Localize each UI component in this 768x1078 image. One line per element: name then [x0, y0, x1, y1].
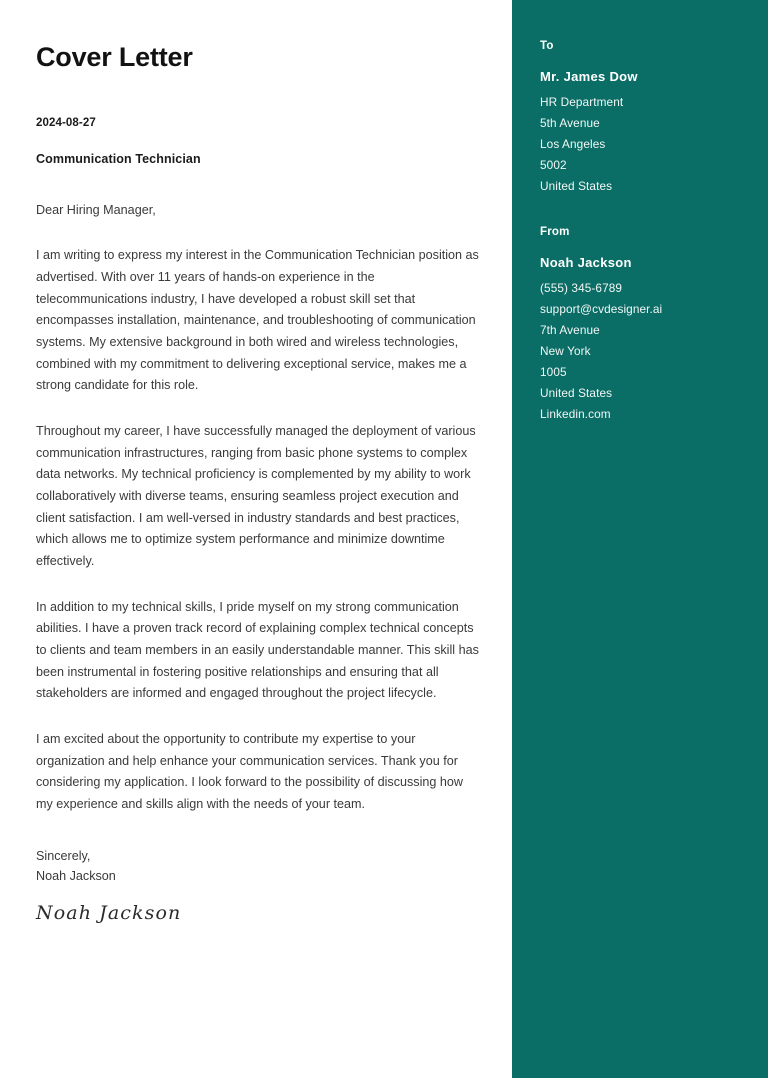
sender-line: United States — [540, 385, 613, 400]
recipient-line: United States — [540, 178, 613, 193]
recipient-line: HR Department — [540, 95, 624, 109]
sender-phone: (555) 345-6789 — [540, 280, 623, 295]
contact-sidebar — [512, 0, 768, 1078]
sender-email[interactable]: support@cvdesigner.ai — [540, 301, 663, 316]
letter-closing-block — [36, 846, 482, 926]
closing-salutation: Sincerely, — [36, 848, 91, 863]
sender-block — [540, 226, 748, 425]
letter-paragraph-3: In addition to my technical skills, I pride myself on my strong communication abilities. I have a proven track record of explaining complex technical concepts to clients and team members in an easily understandable manner. This skill has been instrumental in fostering positive relationships and ensuring that all stakeholders are informed and engaged throughout the project lifecycle. — [36, 599, 479, 701]
letter-date: 2024-08-27 — [36, 117, 96, 130]
recipient-line: 5002 — [540, 157, 567, 172]
letter-paragraph-1: I am writing to express my interest in the Communication Technician position as advertised. With over 11 years of hands-on experience in the telecommunications industry, I have developed a robust skill set that encompasses installation, maintenance, and troubleshooting of communication systems. My extensive background in both wired and wireless technologies, combined with my commitment to delivering exceptional service, makes me a strong candidate for this role. — [36, 248, 479, 393]
recipient-block — [540, 40, 748, 197]
letter-salutation: Dear Hiring Manager, — [36, 203, 156, 218]
page-title: Cover Letter — [36, 42, 193, 72]
letter-paragraph-4: I am excited about the opportunity to contribute my expertise to your organization and help enhance your communication services. Thank you for considering my application. I look forward to the possibility of discussing how my experience and skills align with the needs of your team. — [36, 731, 464, 811]
letter-job-title: Communication Technician — [36, 152, 201, 167]
letter-paragraph-2: Throughout my career, I have successfully managed the deployment of various communication infrastructures, ranging from basic phone systems to complex data networks. My technical proficiency is complemented by my ability to work collaboratively with diverse teams, ensuring seamless project execution and client satisfaction. I am well-versed in industry standards and best practices, which allows me to optimize system performance and minimize downtime effectively. — [36, 424, 476, 568]
recipient-line: 5th Avenue — [540, 115, 600, 130]
sender-line: 7th Avenue — [540, 322, 600, 337]
sender-name: Noah Jackson — [540, 254, 632, 270]
recipient-label: To — [540, 40, 554, 52]
sender-linkedin[interactable]: Linkedin.com — [540, 406, 611, 421]
recipient-line: Los Angeles — [540, 136, 606, 151]
sender-line: 1005 — [540, 364, 567, 379]
sender-label: From — [540, 225, 570, 238]
closing-name: Noah Jackson — [36, 868, 116, 883]
sender-line: New York — [540, 343, 591, 358]
signature-script: Noah Jackson — [36, 902, 182, 925]
recipient-name: Mr. James Dow — [540, 69, 638, 84]
